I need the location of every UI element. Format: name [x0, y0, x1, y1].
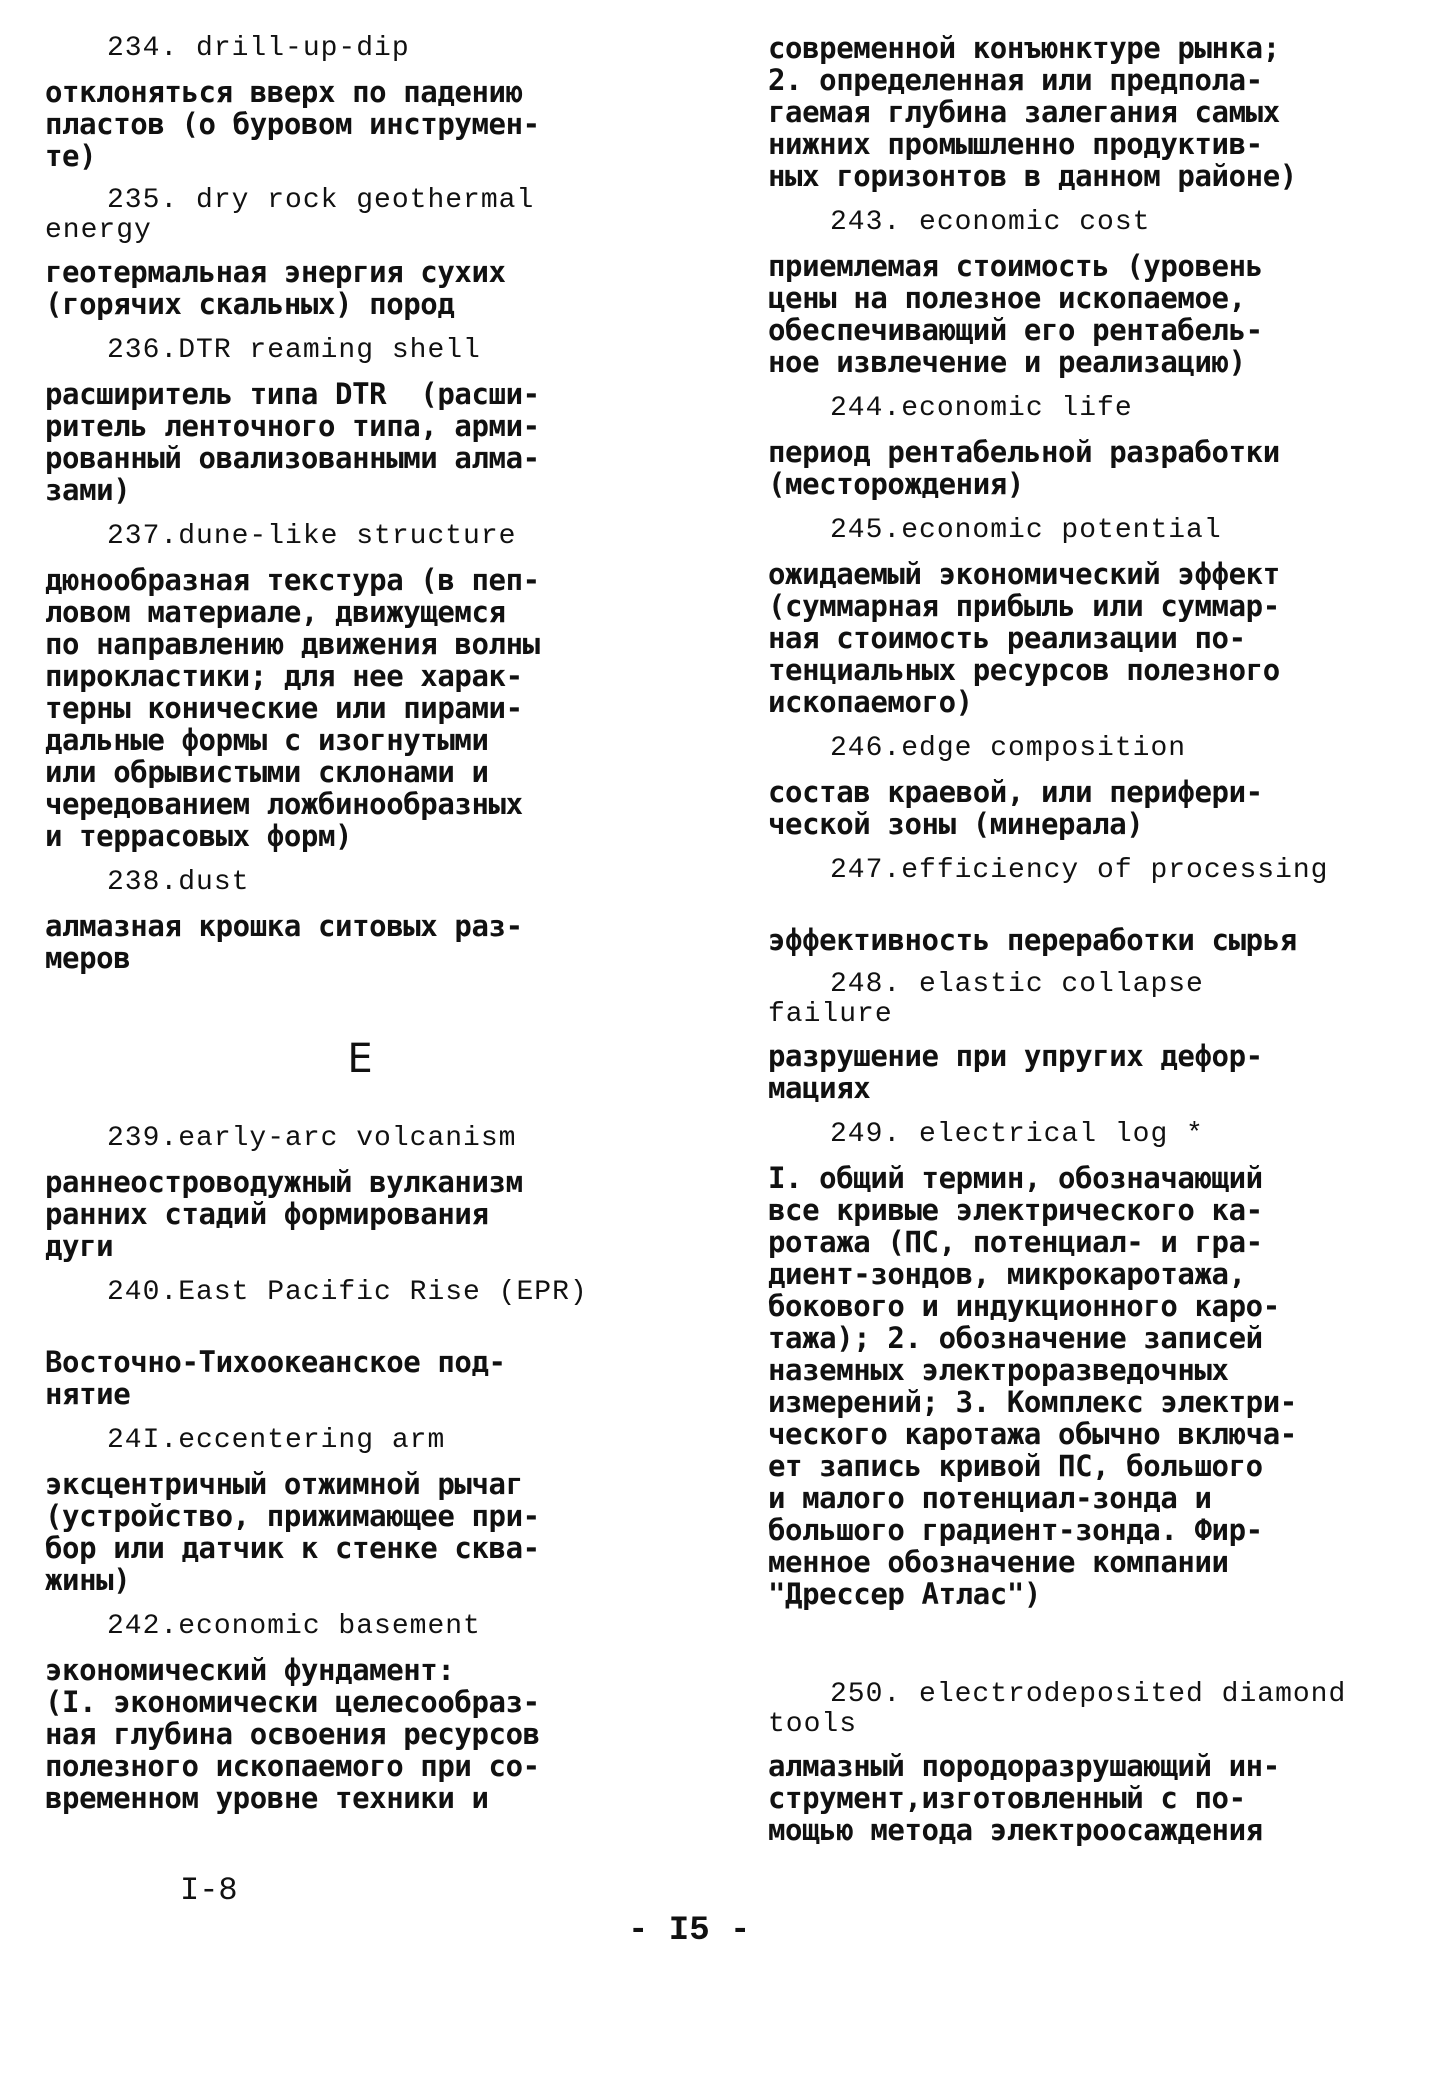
entry-term: 240.East Pacific Rise (EPR) [107, 1277, 588, 1308]
dictionary-entry [768, 392, 1408, 500]
dictionary-entry [45, 520, 675, 852]
entry-definition: современной конъюнктуре рынка; 2. определенная или предпола- гаемая глубина залегания самых нижних промышленно продуктив- ных горизонтов в данном районе) [768, 31, 1297, 193]
entry-definition: алмазный породоразрушающий ин- струмент,изготовленный с по- мощью метода электроосаждения [768, 1749, 1280, 1847]
entry-term: 237.dune-like structure [107, 521, 517, 552]
entry-definition: раннеостроводужный вулканизм ранних стадий формирования дуги [45, 1165, 523, 1263]
entry-term [768, 1680, 1408, 1740]
dictionary-entry [768, 970, 1408, 1104]
entry-term-line: 235. dry rock geothermal [107, 185, 535, 216]
entry-term: 239.early-arc volcanism [107, 1123, 517, 1154]
entry-definition: приемлемая стоимость (уровень цены на полезное ископаемое, обеспечивающий его рентабель- ное извлечение и реализацию) [768, 249, 1263, 379]
entry-definition: эффективность переработки сырья [768, 923, 1297, 957]
entry-term: 249. electrical log * [830, 1119, 1204, 1150]
entry-term-continuation: tools [768, 1709, 858, 1740]
dictionary-entry [45, 334, 675, 506]
entry-definition: Восточно-Тихоокеанское под- нятие [45, 1345, 506, 1411]
entry-term [45, 186, 675, 246]
entry-term: 243. economic cost [830, 207, 1151, 238]
entry-definition: разрушение при упругих дефор- мациях [768, 1039, 1263, 1105]
entry-term [768, 970, 1408, 1030]
entry-definition: расширитель типа DTR (расши- ритель ленточного типа, арми- рованный овализованными алма- зами) [45, 377, 540, 507]
entry-term-continuation: failure [768, 999, 893, 1030]
page-number: - I5 - [628, 1912, 751, 1950]
dictionary-entry [45, 32, 675, 172]
entry-term: 234. drill-up-dip [107, 33, 410, 64]
dictionary-entry [45, 1424, 675, 1596]
entry-definition: геотермальная энергия сухих (горячих скальных) пород [45, 255, 506, 321]
entry-term: 246.edge composition [830, 733, 1187, 764]
entry-definition: отклоняться вверх по падению пластов (о буровом инструмен- те) [45, 75, 540, 173]
entry-term: 238.dust [107, 867, 250, 898]
entry-definition: ожидаемый экономический эффект (суммарная прибыль или суммар- ная стоимость реализации по- тенциальных ресурсов полезного ископаемого) [768, 557, 1280, 719]
entry-term-line: 250. electrodeposited diamond [830, 1679, 1347, 1710]
entry-definition: дюнообразная текстура (в пеп- ловом материале, движущемся по направлению движения волны пирокластики; для нее харак- терны конические или пирами- дальные формы с изогнутыми или обрывистыми склонами и чередованием ложбинообразных и террасовых форм) [45, 563, 540, 853]
dictionary-entry [768, 514, 1408, 718]
dictionary-entry [768, 206, 1408, 378]
dictionary-entry [45, 1122, 675, 1262]
entry-term-line: 248. elastic collapse [830, 969, 1204, 1000]
entry-term: 242.economic basement [107, 1611, 481, 1642]
dictionary-entry [45, 1276, 675, 1410]
right-column [768, 32, 1408, 1860]
dictionary-entry [768, 732, 1408, 840]
entry-term: 236.DTR reaming shell [107, 335, 481, 366]
entry-term: 247.efficiency of processing [830, 855, 1329, 886]
entry-definition: период рентабельной разработки (месторождения) [768, 435, 1280, 501]
entry-definition: состав краевой, или перифери- ческой зоны (минерала) [768, 775, 1263, 841]
dictionary-entry [768, 854, 1408, 956]
section-letter: E [347, 1036, 373, 1082]
entry-definition: экономический фундамент: (I. экономически целесообраз- ная глубина освоения ресурсов полезного ископаемого при со- временном уровне техники и [45, 1653, 540, 1815]
dictionary-entry [45, 186, 675, 320]
dictionary-entry [45, 866, 675, 974]
entry-definition: эксцентричный отжимной рычаг (устройство, прижимающее при- бор или датчик к стенке сква- жины) [45, 1467, 540, 1597]
entry-term: 24I.eccentering arm [107, 1425, 446, 1456]
section-marker: I-8 [180, 1872, 238, 1909]
dictionary-entry [768, 32, 1408, 192]
dictionary-entry [768, 1118, 1408, 1610]
entry-definition: алмазная крошка ситовых раз- меров [45, 909, 523, 975]
dictionary-entry [768, 1624, 1408, 1846]
left-column [45, 32, 675, 1828]
entry-term: 245.economic potential [830, 515, 1222, 546]
entry-term: 244.economic life [830, 393, 1133, 424]
entry-term-continuation: energy [45, 215, 152, 246]
dictionary-entry [45, 1610, 675, 1814]
entry-definition: I. общий термин, обозначающий все кривые электрического ка- ротажа (ПС, потенциал- и гра- диент-зондов, микрокаротажа, бокового и индукционного каро- тажа); 2. обозначение записей наземных электроразведочных измерений; 3. Комплекс электри- ческого каротажа обычно включа- ет запись кривой ПС, большого и малого потенциал-зонда и большого градиент-зонда. Фир- менное обозначение компании "Дрессер Атлас") [768, 1161, 1297, 1611]
